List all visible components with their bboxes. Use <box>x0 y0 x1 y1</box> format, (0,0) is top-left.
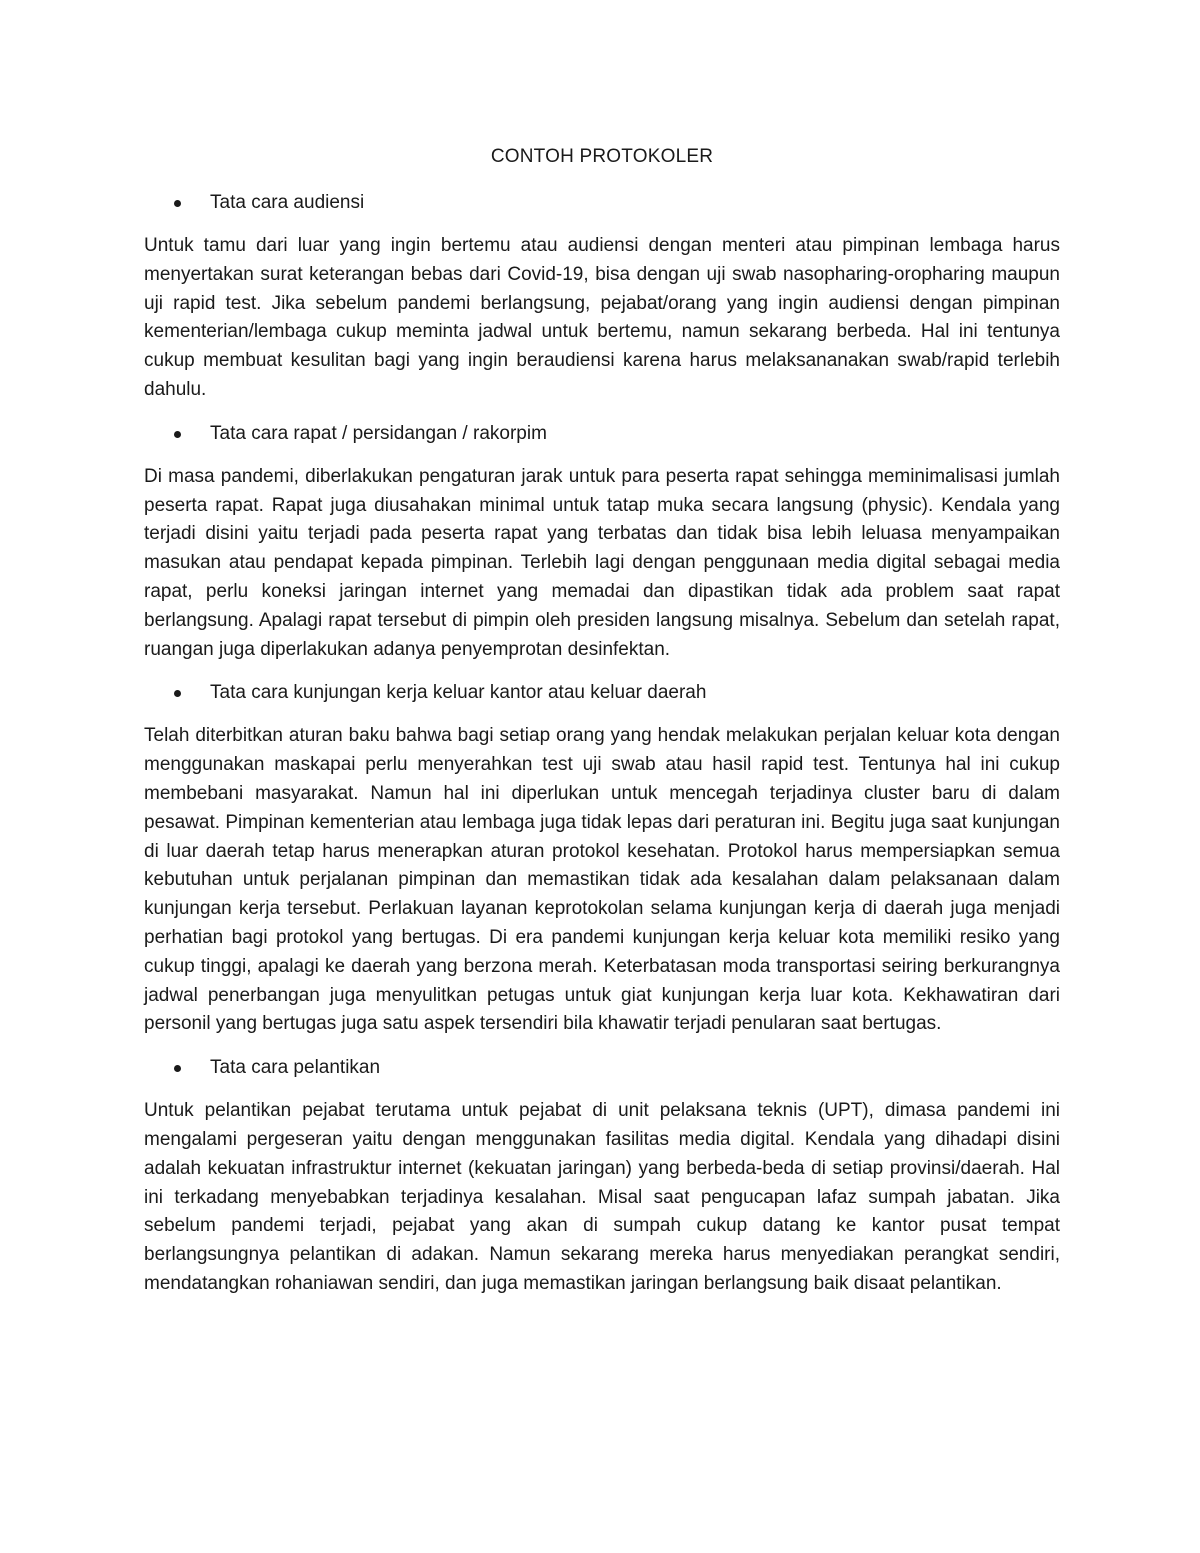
paragraph-audiensi: Untuk tamu dari luar yang ingin bertemu atau audiensi dengan menteri atau pimpinan lembaga harus menyertakan surat keterangan bebas dari Covid-19, bisa dengan uji swab nasopharing-oropharing maupun uji rapid test. Jika sebelum pandemi berlangsung, pejabat/orang yang ingin audiensi dengan pimpinan kementerian/lembaga cukup meminta jadwal untuk bertemu, namun sekarang berbeda. Hal ini tentunya cukup membuat kesulitan bagi yang ingin beraudiensi karena harus melaksananakan swab/rapid terlebih dahulu. <box>144 235 1060 400</box>
bullet-heading-text: Tata cara kunjungan kerja keluar kantor atau keluar daerah <box>210 682 707 704</box>
document-page <box>144 140 1060 1313</box>
bullet-icon <box>174 431 181 438</box>
document-title: CONTOH PROTOKOLER <box>490 146 714 167</box>
bullet-heading-pelantikan <box>144 1053 1060 1083</box>
bullet-heading-rapat <box>144 419 1060 449</box>
bullet-heading-kunjungan <box>144 678 1060 708</box>
bullet-icon <box>174 690 181 697</box>
bullet-heading-audiensi <box>144 188 1060 218</box>
bullet-heading-text: Tata cara rapat / persidangan / rakorpim <box>210 422 547 444</box>
paragraph-rapat: Di masa pandemi, diberlakukan pengaturan jarak untuk para peserta rapat sehingga meminimalisasi jumlah peserta rapat. Rapat juga diusahakan minimal untuk tatap muka secara langsung (physic). Kendala yang terjadi disini yaitu terjadi pada peserta rapat yang terbatas dan tidak bisa lebih leluasa menyampaikan masukan atau pendapat kepada pimpinan. Terlebih lagi dengan penggunaan media digital sebagai media rapat, perlu koneksi jaringan internet yang memadai dan dipastikan tidak ada problem saat rapat berlangsung. Apalagi rapat tersebut di pimpin oleh presiden langsung misalnya. Sebelum dan setelah rapat, ruangan juga diperlakukan adanya penyemprotan desinfektan. <box>144 465 1060 660</box>
paragraph-pelantikan: Untuk pelantikan pejabat terutama untuk pejabat di unit pelaksana teknis (UPT), dimasa pandemi ini mengalami pergeseran yaitu dengan menggunakan fasilitas media digital. Kendala yang dihadapi disini adalah kekuatan infrastruktur internet (kekuatan jaringan) yang berbeda-beda di setiap provinsi/daerah. Hal ini terkadang menyebabkan terjadinya kesalahan. Misal saat pengucapan lafaz sumpah jabatan. Jika sebelum pandemi terjadi, pejabat yang akan di sumpah cukup datang ke kantor pusat tempat berlangsungnya pelantikan di adakan. Namun sekarang mereka harus menyediakan perangkat sendiri, mendatangkan rohaniawan sendiri, dan juga memastikan jaringan berlangsung baik disaat pelantikan. <box>144 1100 1060 1294</box>
bullet-heading-text: Tata cara pelantikan <box>210 1057 381 1079</box>
paragraph-kunjungan: Telah diterbitkan aturan baku bahwa bagi setiap orang yang hendak melakukan perjalan keluar kota dengan menggunakan maskapai perlu menyerahkan test uji swab atau hasil rapid test. Tentunya hal ini cukup membebani masyarakat. Namun hal ini diperlukan untuk mencegah terjadinya cluster baru di dalam pesawat. Pimpinan kementerian atau lembaga juga tidak lepas dari peraturan ini. Begitu juga saat kunjungan di luar daerah tetap harus menerapkan aturan protokol kesehatan. Protokol harus mempersiapkan semua kebutuhan untuk perjalanan pimpinan dan memastikan tidak ada kesalahan dalam pelaksanaan dalam kunjungan kerja tersebut. Perlakuan layanan keprotokolan selama kunjungan kerja di daerah juga menjadi perhatian bagi protokol yang bertugas. Di era pandemi kunjungan kerja keluar kota memiliki resiko yang cukup tinggi, apalagi ke daerah yang berzona merah. Keterbatasan moda transportasi seiring berkurangnya jadwal penerbangan juga menyulitkan petugas untuk giat kunjungan kerja luar kota. Kekhawatiran dari personil yang bertugas juga satu aspek tersendiri bila khawatir terjadi penularan saat bertugas. <box>144 725 1060 1035</box>
bullet-icon <box>174 200 181 207</box>
bullet-icon <box>174 1065 181 1072</box>
bullet-heading-text: Tata cara audiensi <box>210 192 365 213</box>
